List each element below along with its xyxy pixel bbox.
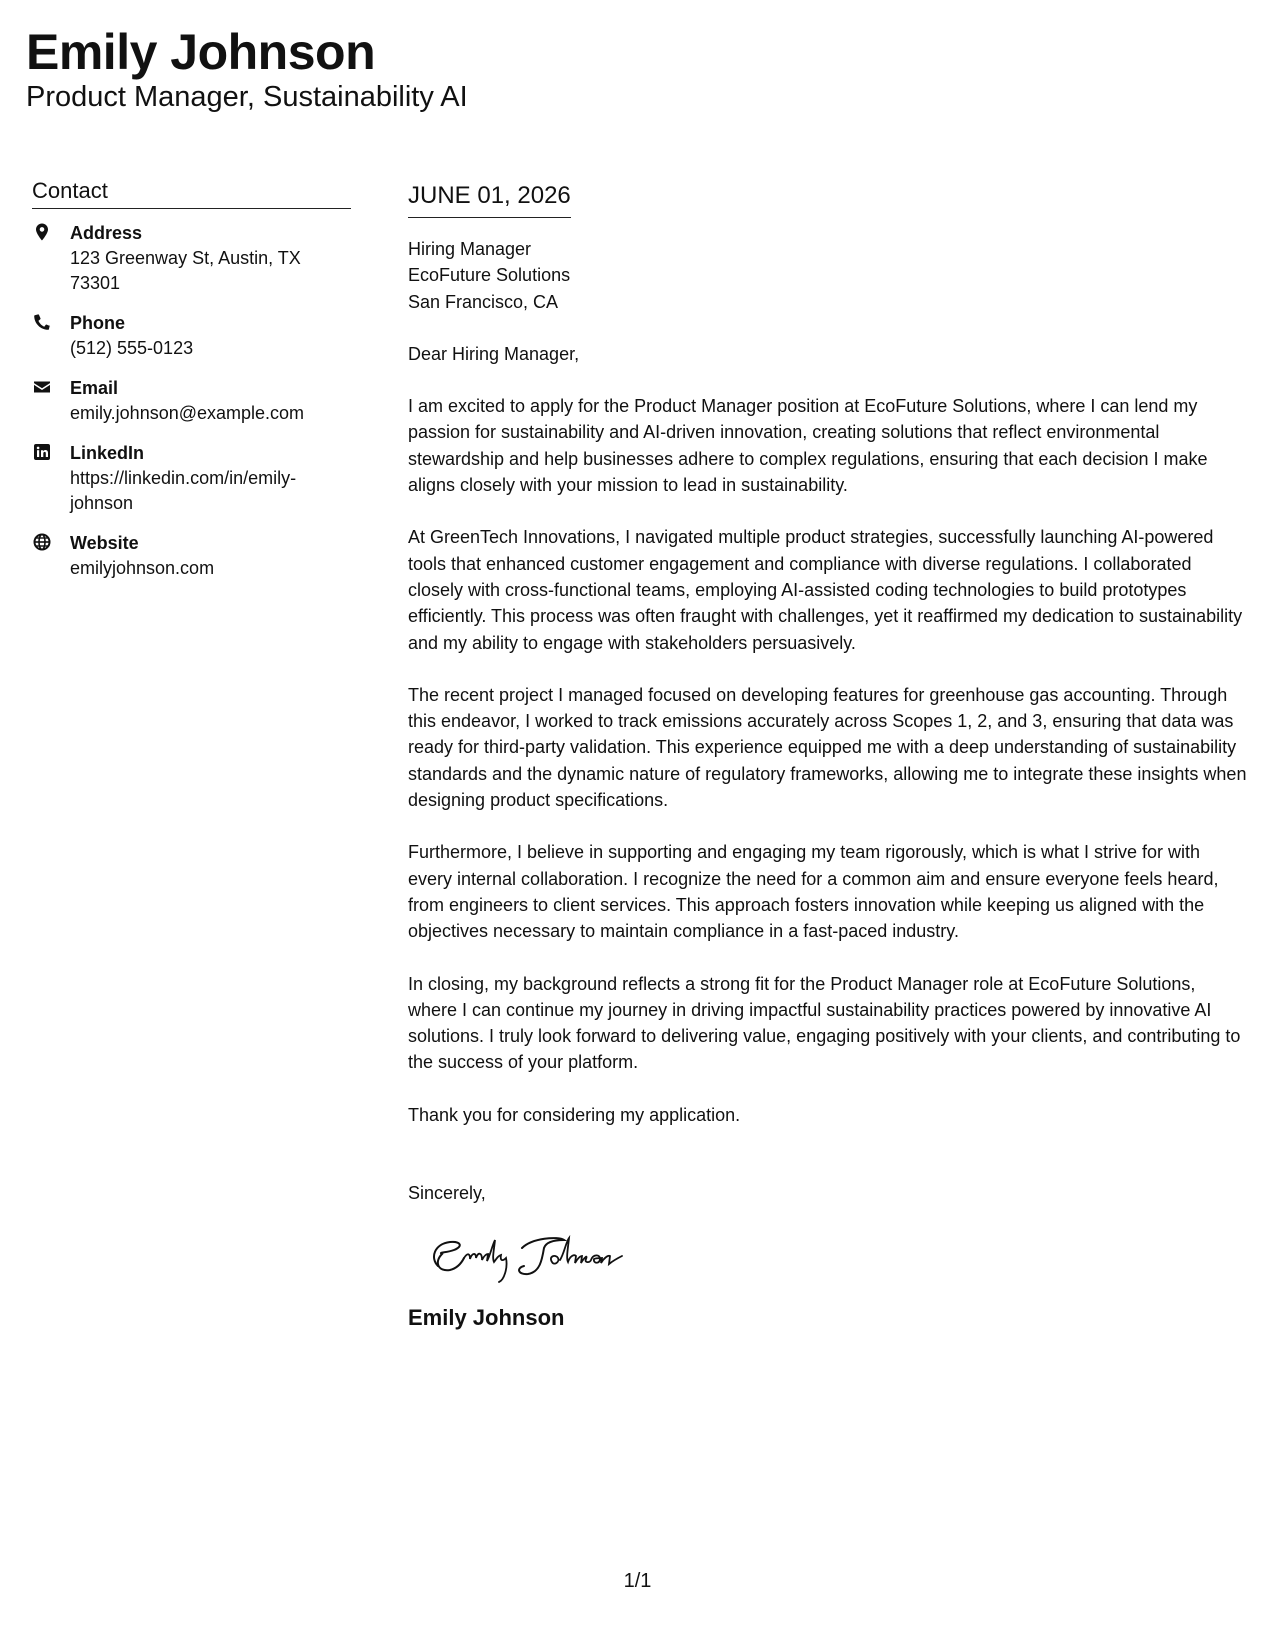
contact-label-address: Address	[70, 223, 143, 243]
contact-item-email	[32, 376, 351, 426]
contact-value-linkedin[interactable]: https://linkedin.com/in/emily-johnson	[70, 468, 297, 513]
paragraph-3: The recent project I managed focused on developing features for greenhouse gas accounting. Through this endeavor, I worked to track emissions accurately across Scopes 1, 2, and 3, ensuring that data was ready for third-party validation. This experience equipped me with a deep understanding of sustainability standards and the dynamic nature of regulatory frameworks, allowing me to integrate these insights when designing product specifications.	[408, 684, 1247, 811]
linkedin-icon	[32, 441, 70, 462]
contact-item-linkedin	[32, 441, 351, 516]
paragraph-4: Furthermore, I believe in supporting and engaging my team rigorously, which is what I strive for with every internal collaboration. I recognize the need for a common aim and ensure everyone feels heard, from engineers to client services. This approach fosters innovation while keeping us aligned with the objectives necessary to maintain compliance in a fast-paced industry.	[408, 842, 1219, 942]
contact-item-website	[32, 531, 351, 581]
recipient-location: San Francisco, CA	[408, 291, 559, 312]
contact-label-phone: Phone	[70, 313, 126, 333]
contact-value-email[interactable]: emily.johnson@example.com	[70, 403, 305, 423]
contact-label-email: Email	[70, 378, 119, 398]
contact-item-phone	[32, 311, 351, 361]
page-number: 1/1	[623, 1570, 652, 1592]
recipient-company: EcoFuture Solutions	[408, 265, 571, 286]
paragraph-1: I am excited to apply for the Product Manager position at EcoFuture Solutions, where I can lend my passion for sustainability and AI-driven innovation, creating solutions that reflect environmental stewardship and help businesses adhere to complex regulations, ensuring that each decision I make aligns closely with your mission to lead in sustainability.	[408, 396, 1208, 496]
contact-sidebar	[32, 177, 351, 596]
contact-title: Contact	[32, 177, 351, 209]
applicant-name: Emily Johnson	[26, 24, 376, 80]
closing: Sincerely,	[408, 1183, 486, 1204]
greeting: Dear Hiring Manager,	[408, 343, 580, 364]
contact-value-phone[interactable]: (512) 555-0123	[70, 338, 194, 358]
envelope-icon	[32, 376, 70, 397]
header	[26, 24, 468, 114]
contact-value-website[interactable]: emilyjohnson.com	[70, 558, 215, 578]
contact-label-linkedin: LinkedIn	[70, 443, 145, 463]
contact-item-address	[32, 221, 351, 296]
paragraph-6: Thank you for considering my application.	[408, 1104, 741, 1125]
letter-body	[408, 180, 1248, 1332]
paragraph-5: In closing, my background reflects a strong fit for the Product Manager role at EcoFuture Solutions, where I can continue my journey in driving impactful sustainability practices powered by innovative AI solutions. I truly look forward to delivering value, engaging positively with your clients, and contributing to the success of your platform.	[408, 973, 1241, 1073]
contact-label-website: Website	[70, 533, 139, 553]
letter-date: JUNE 01, 2026	[408, 180, 571, 218]
recipient-title: Hiring Manager	[408, 239, 532, 259]
applicant-role: Product Manager, Sustainability AI	[26, 81, 468, 113]
globe-icon	[32, 531, 70, 552]
contact-value-address: 123 Greenway St, Austin, TX 73301	[70, 248, 301, 293]
handwritten-signature	[424, 1228, 664, 1288]
phone-icon	[32, 311, 70, 332]
paragraph-2: At GreenTech Innovations, I navigated multiple product strategies, successfully launching AI-powered tools that enhanced customer engagement and compliance with diverse regulations. I collaborated closely with cross-functional teams, employing AI-assisted coding technologies to build prototypes efficiently. This process was often fraught with challenges, yet it reaffirmed my dedication to sustainability and my ability to engage with stakeholders persuasively.	[408, 527, 1243, 653]
signer-name: Emily Johnson	[408, 1305, 565, 1331]
recipient-block	[408, 236, 1248, 315]
map-pin-icon	[32, 221, 70, 242]
